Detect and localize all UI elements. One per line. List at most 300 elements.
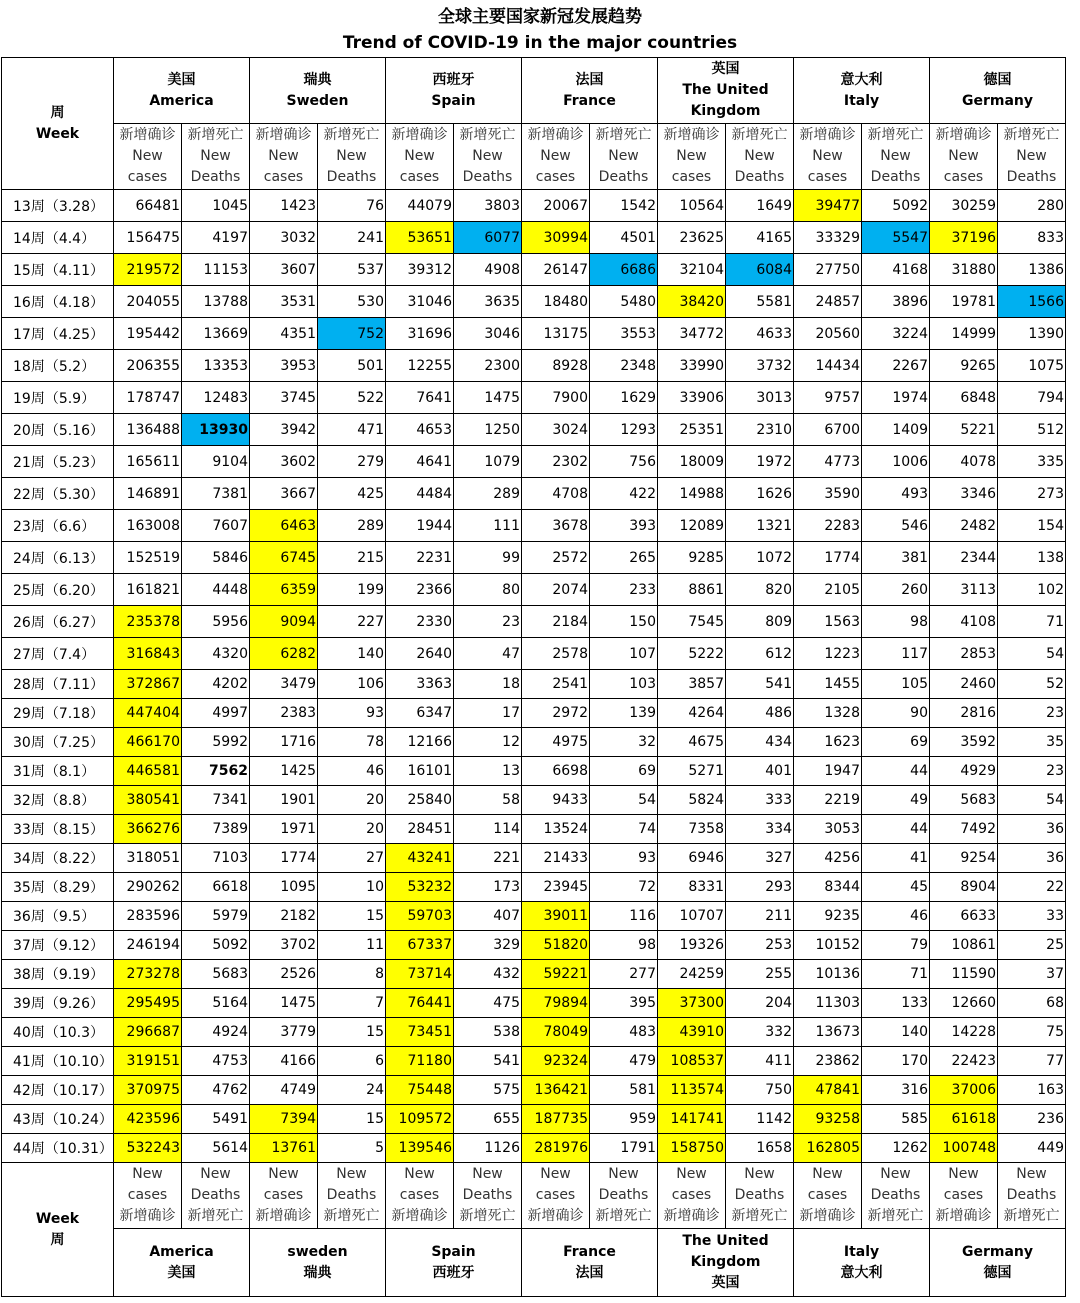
new-deaths-cell: 1649 [726, 190, 794, 222]
new-deaths-cell: 5092 [182, 931, 250, 960]
new-deaths-cell: 255 [726, 960, 794, 989]
new-deaths-cell: 2267 [862, 350, 930, 382]
new-cases-cell: 7358 [658, 815, 726, 844]
new-cases-cell: 20560 [794, 318, 862, 350]
new-cases-cell: 8861 [658, 574, 726, 606]
new-deaths-cell: 1658 [726, 1134, 794, 1163]
new-cases-header [794, 124, 862, 190]
country-zh: 法国 [575, 71, 604, 88]
new-cases-cell: 1425 [250, 757, 318, 786]
table-row [2, 844, 1066, 873]
new-deaths-cell: 809 [726, 606, 794, 638]
new-cases-cell: 108537 [658, 1047, 726, 1076]
new-deaths-cell: 163 [998, 1076, 1066, 1105]
new-cases-cell: 24259 [658, 960, 726, 989]
new-deaths-cell: 72 [590, 873, 658, 902]
footer-country-america [114, 1229, 250, 1297]
metric-label-zh: 新增确诊 [935, 1208, 992, 1224]
metric-label-en-2: Deaths [326, 169, 377, 185]
metric-label-zh: 新增确诊 [663, 127, 720, 143]
country-en: Spain [431, 92, 476, 109]
new-cases-cell: 162805 [794, 1134, 862, 1163]
new-cases-cell: 13524 [522, 815, 590, 844]
new-cases-header [114, 1163, 182, 1229]
new-cases-header [522, 1163, 590, 1229]
new-cases-cell: 30994 [522, 222, 590, 254]
new-deaths-cell: 10 [318, 873, 386, 902]
week-cell: 38周（9.19） [2, 960, 114, 989]
new-cases-cell: 4256 [794, 844, 862, 873]
week-cell: 17周（4.25） [2, 318, 114, 350]
metric-label-zh: 新增确诊 [255, 1208, 312, 1224]
table-row [2, 670, 1066, 699]
table-row [2, 286, 1066, 318]
new-deaths-cell: 75 [998, 1018, 1066, 1047]
new-deaths-cell: 116 [590, 902, 658, 931]
new-deaths-cell: 1072 [726, 542, 794, 574]
week-header-zh: 周 [50, 104, 65, 121]
new-deaths-cell: 5491 [182, 1105, 250, 1134]
table-row [2, 815, 1066, 844]
new-cases-cell: 1623 [794, 728, 862, 757]
week-cell: 15周（4.11） [2, 254, 114, 286]
new-cases-cell: 2283 [794, 510, 862, 542]
new-deaths-cell: 752 [318, 318, 386, 350]
new-deaths-cell: 6 [318, 1047, 386, 1076]
table-row [2, 757, 1066, 786]
new-cases-cell: 13175 [522, 318, 590, 350]
table-row [2, 1105, 1066, 1134]
new-cases-cell: 6848 [930, 382, 998, 414]
new-deaths-header [182, 1163, 250, 1229]
new-deaths-cell: 154 [998, 510, 1066, 542]
new-deaths-cell: 236 [998, 1105, 1066, 1134]
new-cases-cell: 1971 [250, 815, 318, 844]
new-cases-cell: 372867 [114, 670, 182, 699]
new-deaths-cell: 260 [862, 574, 930, 606]
new-cases-header [114, 124, 182, 190]
new-cases-cell: 156475 [114, 222, 182, 254]
new-cases-cell: 295495 [114, 989, 182, 1018]
new-deaths-cell: 432 [454, 960, 522, 989]
new-cases-cell: 13761 [250, 1134, 318, 1163]
new-deaths-header [862, 124, 930, 190]
new-cases-cell: 47841 [794, 1076, 862, 1105]
week-cell: 42周（10.17） [2, 1076, 114, 1105]
new-deaths-cell: 79 [862, 931, 930, 960]
metric-label-en-1: New [676, 1166, 707, 1182]
metric-label-en-2: cases [671, 169, 712, 185]
table-row [2, 1076, 1066, 1105]
new-cases-cell: 1901 [250, 786, 318, 815]
new-cases-cell: 273278 [114, 960, 182, 989]
metric-label-zh: 新增确诊 [119, 1208, 176, 1224]
new-cases-cell: 366276 [114, 815, 182, 844]
new-cases-cell: 10861 [930, 931, 998, 960]
metric-label-zh: 新增死亡 [731, 1208, 788, 1224]
new-cases-cell: 316843 [114, 638, 182, 670]
table-row [2, 190, 1066, 222]
new-deaths-cell: 1250 [454, 414, 522, 446]
new-deaths-cell: 13788 [182, 286, 250, 318]
country-en: Germany [961, 1243, 1034, 1260]
new-deaths-cell: 17 [454, 699, 522, 728]
new-cases-cell: 25840 [386, 786, 454, 815]
new-deaths-cell: 46 [862, 902, 930, 931]
new-deaths-cell: 1006 [862, 446, 930, 478]
new-cases-cell: 10152 [794, 931, 862, 960]
new-cases-cell: 6463 [250, 510, 318, 542]
new-cases-cell: 26147 [522, 254, 590, 286]
table-row [2, 1018, 1066, 1047]
new-deaths-cell: 93 [590, 844, 658, 873]
new-cases-cell: 2972 [522, 699, 590, 728]
covid-trend-table [1, 57, 1066, 1297]
week-cell: 22周（5.30） [2, 478, 114, 510]
new-cases-cell: 30259 [930, 190, 998, 222]
new-cases-cell: 8928 [522, 350, 590, 382]
new-cases-cell: 3779 [250, 1018, 318, 1047]
metric-label-zh: 新增死亡 [323, 127, 380, 143]
new-deaths-cell: 9104 [182, 446, 250, 478]
new-deaths-header [454, 124, 522, 190]
new-cases-cell: 178747 [114, 382, 182, 414]
new-cases-cell: 14434 [794, 350, 862, 382]
new-deaths-cell: 1566 [998, 286, 1066, 318]
metric-label-en-2: cases [807, 169, 848, 185]
new-deaths-cell: 5547 [862, 222, 930, 254]
metric-label-zh: 新增确诊 [799, 127, 856, 143]
table-footer [2, 1163, 1066, 1297]
new-cases-cell: 2330 [386, 606, 454, 638]
week-cell: 32周（8.8） [2, 786, 114, 815]
table-header [2, 58, 1066, 190]
new-cases-cell: 4653 [386, 414, 454, 446]
country-zh: 意大利 [840, 1264, 883, 1281]
new-deaths-cell: 133 [862, 989, 930, 1018]
new-deaths-cell: 407 [454, 902, 522, 931]
new-deaths-cell: 15 [318, 1105, 386, 1134]
new-cases-cell: 13673 [794, 1018, 862, 1047]
table-body [2, 190, 1066, 1163]
new-cases-cell: 21433 [522, 844, 590, 873]
country-zh: 西班牙 [432, 71, 475, 88]
new-deaths-cell: 538 [454, 1018, 522, 1047]
new-deaths-header [318, 1163, 386, 1229]
new-deaths-cell: 277 [590, 960, 658, 989]
week-cell: 14周（4.4） [2, 222, 114, 254]
new-deaths-cell: 54 [590, 786, 658, 815]
new-cases-cell: 2526 [250, 960, 318, 989]
new-deaths-cell: 69 [862, 728, 930, 757]
new-deaths-cell: 5614 [182, 1134, 250, 1163]
metric-label-en-1: New [880, 1166, 911, 1182]
new-deaths-cell: 449 [998, 1134, 1066, 1163]
metric-label-en-2: Deaths [1006, 1187, 1057, 1203]
new-deaths-cell: 5956 [182, 606, 250, 638]
new-deaths-cell: 227 [318, 606, 386, 638]
metric-label-en-2: Deaths [734, 169, 785, 185]
new-cases-cell: 19781 [930, 286, 998, 318]
new-cases-cell: 19326 [658, 931, 726, 960]
new-cases-cell: 446581 [114, 757, 182, 786]
new-cases-cell: 73714 [386, 960, 454, 989]
new-deaths-cell: 3732 [726, 350, 794, 382]
new-cases-cell: 2541 [522, 670, 590, 699]
new-cases-cell: 2344 [930, 542, 998, 574]
country-en-line2: Kingdom [690, 1254, 761, 1270]
table-row [2, 699, 1066, 728]
new-cases-cell: 8331 [658, 873, 726, 902]
table-row [2, 960, 1066, 989]
week-cell: 44周（10.31） [2, 1134, 114, 1163]
new-cases-cell: 7492 [930, 815, 998, 844]
country-header-germany [930, 58, 1066, 124]
new-deaths-cell: 23 [454, 606, 522, 638]
new-deaths-cell: 1142 [726, 1105, 794, 1134]
new-deaths-cell: 279 [318, 446, 386, 478]
week-cell: 21周（5.23） [2, 446, 114, 478]
new-cases-cell: 7394 [250, 1105, 318, 1134]
new-cases-cell: 146891 [114, 478, 182, 510]
new-deaths-cell: 280 [998, 190, 1066, 222]
new-deaths-cell: 493 [862, 478, 930, 510]
new-cases-cell: 163008 [114, 510, 182, 542]
new-deaths-cell: 293 [726, 873, 794, 902]
new-deaths-cell: 4320 [182, 638, 250, 670]
new-cases-cell: 1563 [794, 606, 862, 638]
new-cases-cell: 14228 [930, 1018, 998, 1047]
new-cases-cell: 3702 [250, 931, 318, 960]
new-deaths-cell: 425 [318, 478, 386, 510]
metric-label-en-1: New [608, 148, 639, 164]
new-deaths-cell: 13930 [182, 414, 250, 446]
new-cases-header [658, 1163, 726, 1229]
new-deaths-header [726, 124, 794, 190]
new-deaths-cell: 575 [454, 1076, 522, 1105]
title-english: Trend of COVID-19 in the major countries [342, 33, 738, 53]
new-cases-cell: 66481 [114, 190, 182, 222]
new-deaths-cell: 6077 [454, 222, 522, 254]
new-deaths-header [590, 124, 658, 190]
country-en: Spain [431, 1243, 476, 1260]
new-cases-cell: 73451 [386, 1018, 454, 1047]
week-cell: 26周（6.27） [2, 606, 114, 638]
new-deaths-cell: 8 [318, 960, 386, 989]
new-cases-cell: 235378 [114, 606, 182, 638]
footer-country-france [522, 1229, 658, 1297]
new-cases-cell: 3607 [250, 254, 318, 286]
country-header-spain [386, 58, 522, 124]
new-deaths-cell: 4197 [182, 222, 250, 254]
table-row [2, 542, 1066, 574]
country-zh: 法国 [575, 1264, 604, 1281]
metric-label-en-2: cases [807, 1187, 848, 1203]
country-zh: 美国 [167, 71, 196, 88]
country-en-line2: Kingdom [690, 103, 761, 119]
new-deaths-cell: 393 [590, 510, 658, 542]
new-cases-cell: 3667 [250, 478, 318, 510]
new-cases-cell: 165611 [114, 446, 182, 478]
new-cases-cell: 18480 [522, 286, 590, 318]
new-deaths-cell: 74 [590, 815, 658, 844]
new-cases-cell: 16101 [386, 757, 454, 786]
new-cases-cell: 44079 [386, 190, 454, 222]
metric-label-en-2: cases [127, 1187, 168, 1203]
new-deaths-cell: 18 [454, 670, 522, 699]
new-cases-cell: 23945 [522, 873, 590, 902]
new-deaths-cell: 32 [590, 728, 658, 757]
new-deaths-cell: 1409 [862, 414, 930, 446]
new-deaths-cell: 37 [998, 960, 1066, 989]
new-deaths-cell: 36 [998, 815, 1066, 844]
new-deaths-cell: 3803 [454, 190, 522, 222]
new-deaths-cell: 36 [998, 844, 1066, 873]
new-cases-cell: 9285 [658, 542, 726, 574]
new-deaths-cell: 7103 [182, 844, 250, 873]
new-cases-cell: 1944 [386, 510, 454, 542]
new-cases-cell: 78049 [522, 1018, 590, 1047]
new-deaths-cell: 1045 [182, 190, 250, 222]
week-cell: 31周（8.1） [2, 757, 114, 786]
new-deaths-header [998, 1163, 1066, 1229]
new-cases-cell: 59221 [522, 960, 590, 989]
new-deaths-cell: 13669 [182, 318, 250, 350]
country-en: Italy [843, 92, 880, 109]
new-deaths-cell: 4633 [726, 318, 794, 350]
new-deaths-cell: 233 [590, 574, 658, 606]
table-row [2, 873, 1066, 902]
new-deaths-cell: 12 [454, 728, 522, 757]
new-deaths-cell: 612 [726, 638, 794, 670]
new-cases-cell: 11590 [930, 960, 998, 989]
metric-label-en-1: New [336, 1166, 367, 1182]
metric-label-en-2: cases [943, 1187, 984, 1203]
title-chinese: 全球主要国家新冠发展趋势 [438, 7, 642, 27]
new-deaths-cell: 959 [590, 1105, 658, 1134]
country-header-france [522, 58, 658, 124]
new-cases-cell: 3363 [386, 670, 454, 699]
new-deaths-cell: 33 [998, 902, 1066, 931]
new-cases-cell: 3953 [250, 350, 318, 382]
new-deaths-cell: 750 [726, 1076, 794, 1105]
new-cases-cell: 3024 [522, 414, 590, 446]
metric-label-zh: 新增确诊 [119, 127, 176, 143]
table-row [2, 728, 1066, 757]
new-deaths-cell: 1321 [726, 510, 794, 542]
new-deaths-cell: 522 [318, 382, 386, 414]
new-cases-cell: 139546 [386, 1134, 454, 1163]
metric-label-en-1: New [948, 1166, 979, 1182]
week-cell: 28周（7.11） [2, 670, 114, 699]
metric-label-zh: 新增死亡 [595, 1208, 652, 1224]
new-deaths-cell: 3224 [862, 318, 930, 350]
metric-label-en-1: New [404, 148, 435, 164]
metric-label-en-1: New [744, 148, 775, 164]
new-cases-cell: 161821 [114, 574, 182, 606]
new-cases-cell: 6282 [250, 638, 318, 670]
new-deaths-cell: 98 [590, 931, 658, 960]
new-deaths-cell: 5 [318, 1134, 386, 1163]
new-cases-cell: 10707 [658, 902, 726, 931]
new-cases-cell: 2105 [794, 574, 862, 606]
new-cases-cell: 219572 [114, 254, 182, 286]
new-deaths-cell: 138 [998, 542, 1066, 574]
new-deaths-cell: 25 [998, 931, 1066, 960]
footer-country-uk [658, 1229, 794, 1297]
new-deaths-cell: 2348 [590, 350, 658, 382]
new-cases-cell: 18009 [658, 446, 726, 478]
new-deaths-cell: 204 [726, 989, 794, 1018]
new-cases-cell: 3531 [250, 286, 318, 318]
new-deaths-cell: 483 [590, 1018, 658, 1047]
new-deaths-cell: 107 [590, 638, 658, 670]
new-cases-cell: 296687 [114, 1018, 182, 1047]
new-deaths-cell: 23 [998, 699, 1066, 728]
new-cases-cell: 3592 [930, 728, 998, 757]
new-cases-cell: 136421 [522, 1076, 590, 1105]
new-deaths-cell: 7607 [182, 510, 250, 542]
country-header-row [2, 58, 1066, 124]
new-deaths-cell: 253 [726, 931, 794, 960]
new-deaths-cell: 106 [318, 670, 386, 699]
new-deaths-cell: 5846 [182, 542, 250, 574]
new-deaths-cell: 117 [862, 638, 930, 670]
new-cases-cell: 2383 [250, 699, 318, 728]
metric-label-en-1: New [132, 148, 163, 164]
new-cases-cell: 24857 [794, 286, 862, 318]
new-deaths-cell: 23 [998, 757, 1066, 786]
new-cases-cell: 14999 [930, 318, 998, 350]
country-zh: 德国 [983, 71, 1012, 88]
metric-label-en-2: Deaths [734, 1187, 785, 1203]
new-cases-cell: 6359 [250, 574, 318, 606]
new-deaths-cell: 4924 [182, 1018, 250, 1047]
new-deaths-cell: 833 [998, 222, 1066, 254]
new-deaths-cell: 1972 [726, 446, 794, 478]
table-row [2, 382, 1066, 414]
metric-label-en-2: Deaths [870, 1187, 921, 1203]
metric-label-en-2: Deaths [190, 1187, 241, 1203]
country-en: sweden [287, 1243, 348, 1260]
week-header-en: Week [35, 125, 80, 142]
metric-label-en-1: New [200, 148, 231, 164]
metric-label-en-2: Deaths [598, 169, 649, 185]
new-deaths-cell: 140 [862, 1018, 930, 1047]
new-deaths-cell: 1626 [726, 478, 794, 510]
new-cases-cell: 1716 [250, 728, 318, 757]
metric-label-en-1: New [812, 1166, 843, 1182]
country-zh: 意大利 [840, 71, 883, 88]
new-cases-cell: 7900 [522, 382, 590, 414]
metric-label-zh: 新增确诊 [935, 127, 992, 143]
country-en: Sweden [286, 92, 349, 109]
new-deaths-cell: 102 [998, 574, 1066, 606]
new-cases-cell: 39477 [794, 190, 862, 222]
new-cases-cell: 141741 [658, 1105, 726, 1134]
new-cases-cell: 4484 [386, 478, 454, 510]
new-cases-cell: 9757 [794, 382, 862, 414]
metric-label-en-2: cases [399, 169, 440, 185]
new-deaths-cell: 6084 [726, 254, 794, 286]
new-deaths-cell: 1974 [862, 382, 930, 414]
new-deaths-cell: 68 [998, 989, 1066, 1018]
new-deaths-cell: 24 [318, 1076, 386, 1105]
metric-label-en-1: New [268, 1166, 299, 1182]
new-deaths-cell: 530 [318, 286, 386, 318]
new-deaths-cell: 327 [726, 844, 794, 873]
new-deaths-cell: 20 [318, 815, 386, 844]
